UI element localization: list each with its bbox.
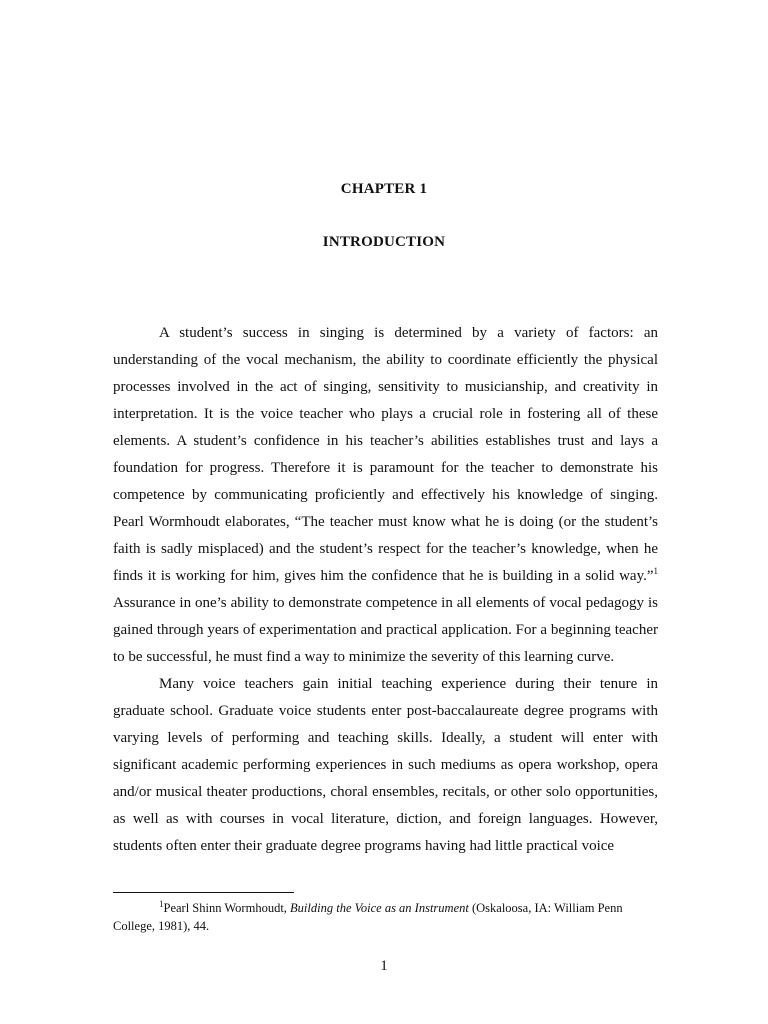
page-number: 1 [380,958,388,974]
chapter-title: INTRODUCTION [322,234,446,250]
chapter-number: CHAPTER 1 [340,181,428,197]
paragraph-1 [113,320,658,671]
footnote-publication: (Oskaloosa, IA: William Penn College, 1981), 44. [113,901,623,933]
paragraph-1-text: A student’s success in singing is determined by a variety of factors: an understanding of the vocal mechanism, the ability to coordinate efficiently the physical processes involved in the act of singing, sensitivity to musicianship, and creativity in interpretation. It is the voice teacher who plays a crucial role in fostering all of these elements. A student’s confidence in his teacher’s abilities establishes trust and lays a foundation for progress. Therefore it is paramount for the teacher to demonstrate his competence by communicating proficiently and effectively his knowledge of singing. Pearl Wormhoudt elaborates, “The teacher must know what he is doing (or the student’s faith is sadly misplaced) and the student’s respect for the teacher’s knowledge, when he finds it is working for him, gives him the confidence that he is building in a solid way.” [113,325,658,584]
footnote-divider [113,892,294,893]
footnote-reference[interactable]: 1 [653,566,658,576]
body-text [113,320,658,860]
footnote-book-title: Building the Voice as an Instrument [290,901,469,915]
paragraph-1-continuation: Assurance in one’s ability to demonstrate competence in all elements of vocal pedagogy is gained through years of experimentation and practical application. For a beginning teacher to be successful, he must find a way to minimize the severity of this learning curve. [113,595,658,665]
paragraph-2: Many voice teachers gain initial teaching experience during their tenure in graduate school. Graduate voice students enter post-baccalaureate degree programs with varying levels of performing and teaching skills. Ideally, a student will enter with significant academic performing experiences in such mediums as opera workshop, opera and/or musical theater productions, choral ensembles, recitals, or other solo opportunities, as well as with courses in vocal literature, diction, and foreign languages. However, students often enter their graduate degree programs having had little practical voice [113,676,658,854]
footnote [113,899,658,935]
footnote-number: 1 [159,898,164,909]
footnote-author: Pearl Shinn Wormhoudt, [163,901,291,915]
